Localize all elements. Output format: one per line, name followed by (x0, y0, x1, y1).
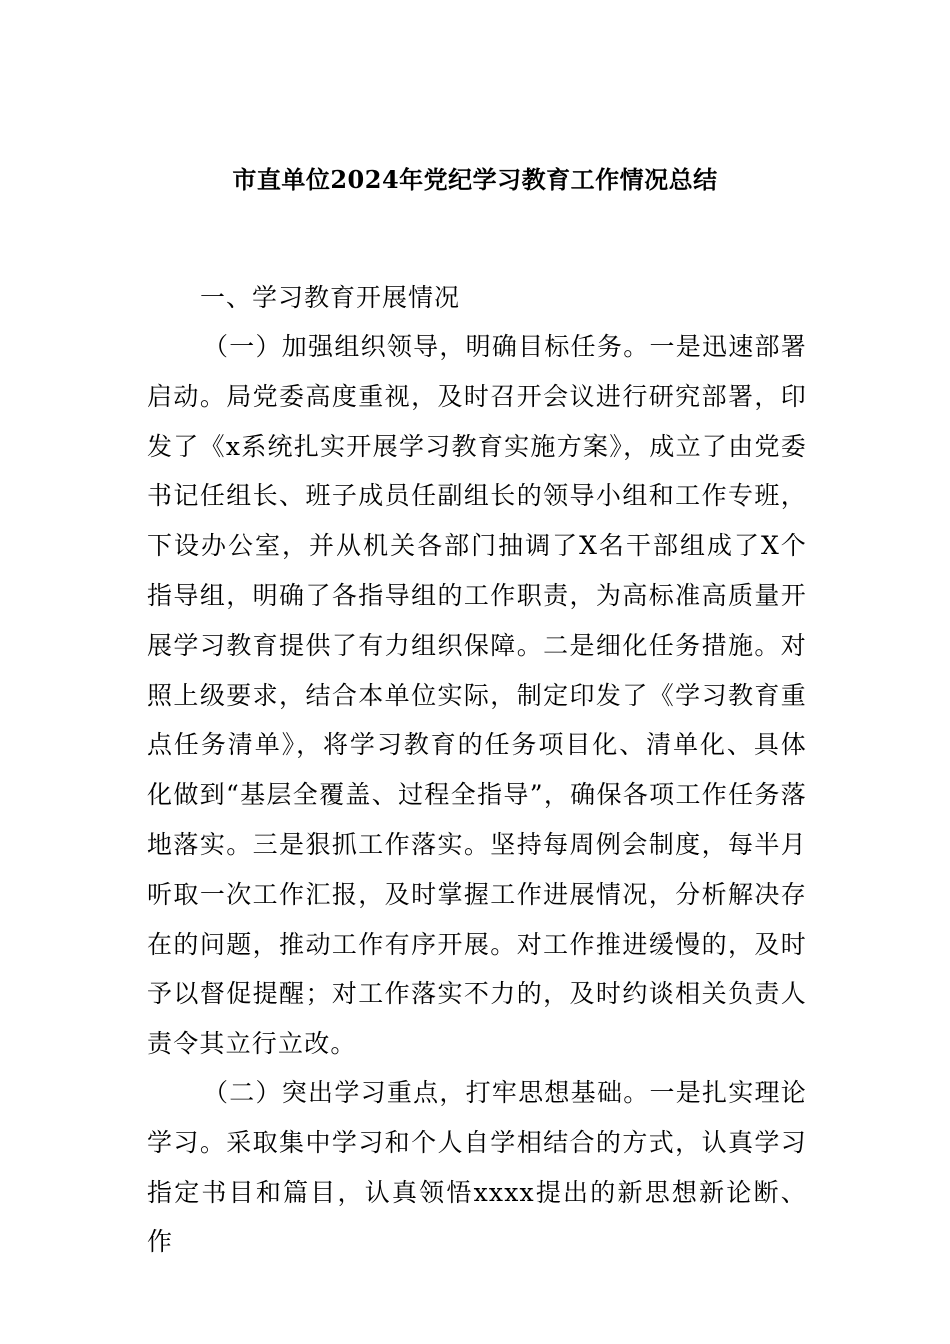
section-heading: 一、学习教育开展情况 (200, 283, 461, 312)
paragraph-1: （一）加强组织领导，明确目标任务。一是迅速部署启动。局党委高度重视，及时召开会议进行研究部署，印发了《x系统扎实开展学习教育实施方案》，成立了由党委书记任组长、班子成员任副组长的领导小组和工作专班，下设办公室，并从机关各部门抽调了X名干部组成了X个指导组，明确了各指导组的工作职责，为高标准高质量开展学习教育提供了有力组织保障。二是细化任务措施。对照上级要求，结合本单位实际，制定印发了《学习教育重点任务清单》，将学习教育的任务项目化、清单化、具体化做到“基层全覆盖、过程全指导”，确保各项工作任务落地落实。三是狠抓工作落实。坚持每周例会制度，每半月听取一次工作汇报，及时掌握工作进展情况，分析解决存在的问题，推动工作有序开展。对工作推进缓慢的，及时予以督促提醒；对工作落实不力的，及时约谈相关负责人责令其立行立改。 (147, 332, 807, 1059)
document-title: 市直单位2024年党纪学习教育工作情况总结 (232, 165, 718, 194)
paragraph-2: （二）突出学习重点，打牢思想基础。一是扎实理论学习。采取集中学习和个人自学相结合的方式，认真学习指定书目和篇目，认真领悟xxxx提出的新思想新论断、作 (147, 1078, 807, 1257)
